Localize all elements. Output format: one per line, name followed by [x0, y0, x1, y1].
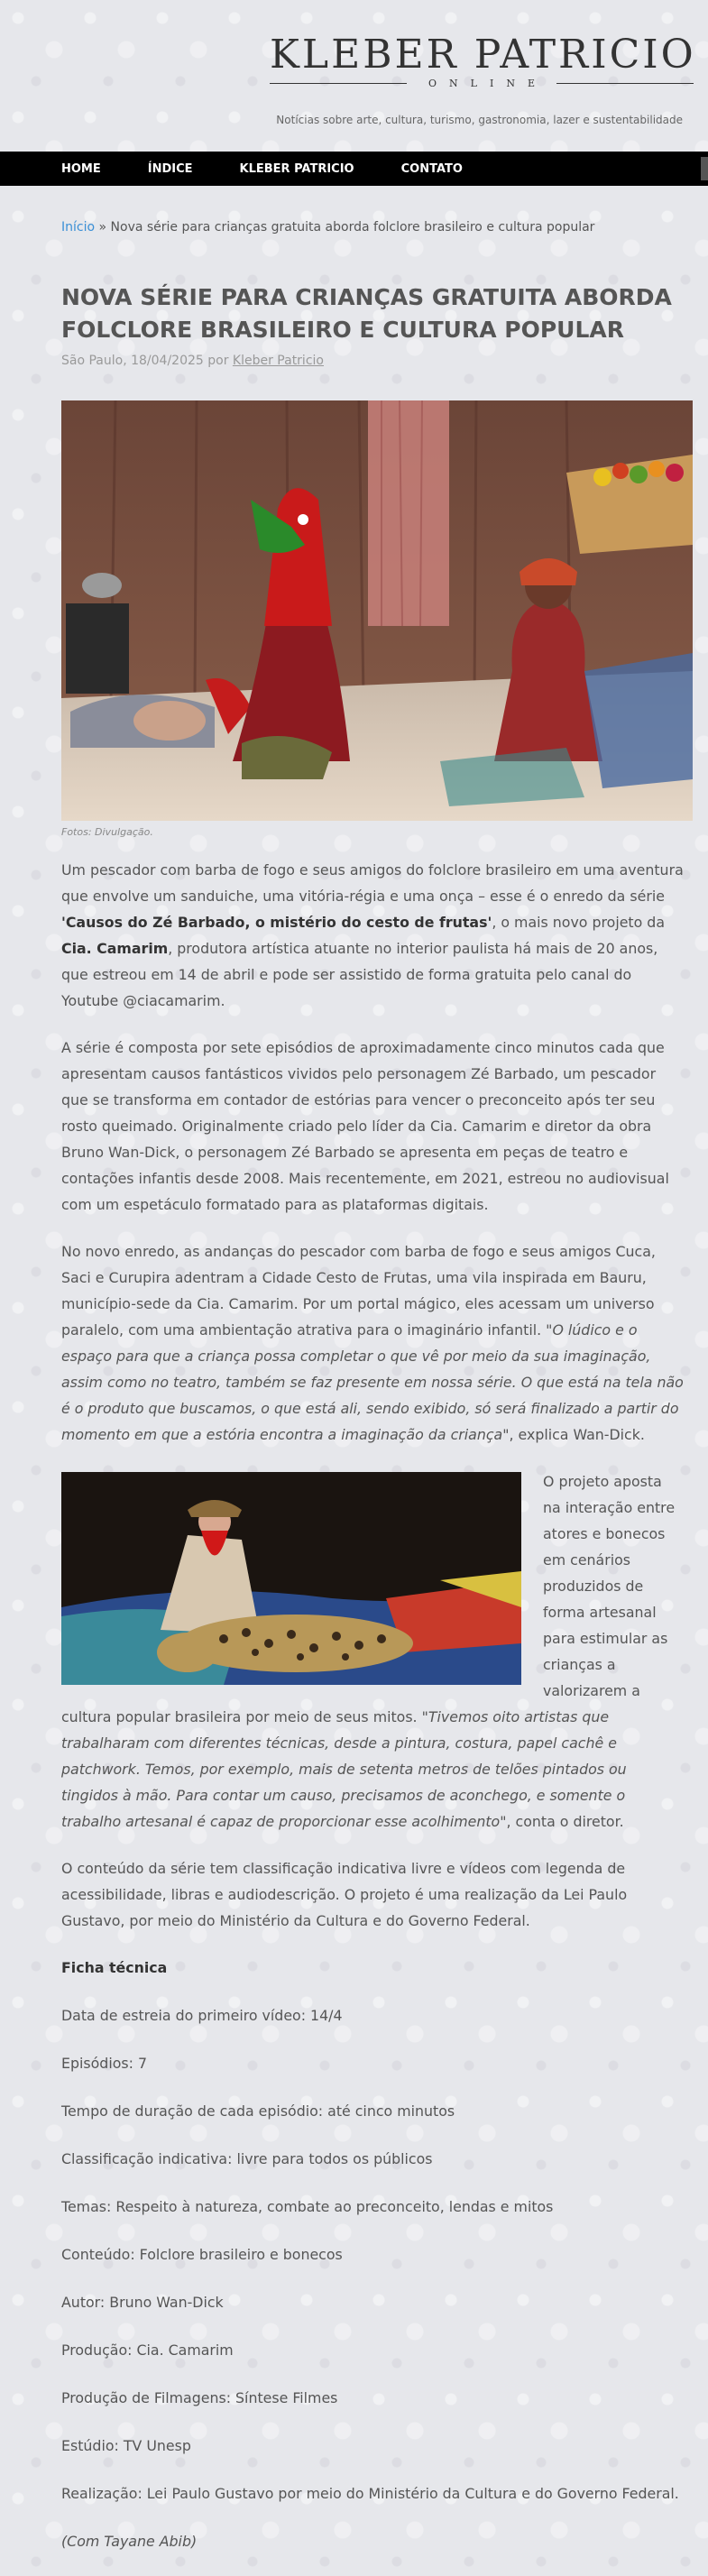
- article-main-image: [61, 400, 693, 821]
- company-name: Cia. Camarim: [61, 940, 169, 957]
- storyteller-jaguar-illustration: [61, 1472, 521, 1685]
- ficha-title: [61, 1955, 684, 1981]
- site-tagline: Notícias sobre arte, cultura, turismo, gastronomia, lazer e sustentabilidade: [276, 114, 683, 126]
- article-inline-image: [61, 1472, 521, 1685]
- paragraph-3: [61, 1238, 684, 1448]
- breadcrumb-current: Nova série para crianças gratuita aborda folclore brasileiro e cultura popular: [110, 220, 595, 235]
- nav-item-indice[interactable]: ÍNDICE: [147, 161, 193, 176]
- nav-item-contato[interactable]: CONTATO: [400, 161, 463, 176]
- nav-item-kleber-patricio[interactable]: KLEBER PATRICIO: [239, 161, 354, 176]
- p3-text-c: , explica Wan-Dick.: [509, 1426, 645, 1443]
- p1-text-c: , o mais novo projeto da: [492, 914, 666, 931]
- p4-text-c: , conta o diretor.: [506, 1813, 624, 1830]
- paragraph-1: [61, 857, 684, 1014]
- site-header: [0, 0, 708, 152]
- ficha-title-text: Ficha técnica: [61, 1959, 168, 1976]
- logo-divider-right: [556, 83, 694, 84]
- article-location-date: São Paulo, 18/04/2025 por: [61, 354, 229, 368]
- article-credit-text: (Com Tayane Abib): [61, 2533, 198, 2550]
- article-credit: [61, 2528, 684, 2554]
- ficha-item: Episódios: 7: [61, 2055, 147, 2072]
- logo-subtitle: ONLINE: [428, 78, 547, 89]
- series-name: 'Causos do Zé Barbado, o mistério do cesto de frutas': [61, 914, 492, 931]
- logo-title: KLEBER PATRICIO: [270, 32, 696, 78]
- p3-text-a: No novo enredo, as andanças do pescador com barba de fogo e seus amigos Cuca, Saci e Curupira adentram a Cidade Cesto de Frutas, uma vila inspirada em Bauru, município-sede da Cia. Camarim. Por um portal mágico, eles acessam um universo paralelo, com uma ambientação atrativa para o imaginário infantil.: [61, 1243, 656, 1339]
- ficha-item: Classificação indicativa: livre para todos os públicos: [61, 2150, 433, 2167]
- ficha-item: Temas: Respeito à natureza, combate ao preconceito, lendas e mitos: [61, 2198, 554, 2215]
- image-caption: Fotos: Divulgação.: [61, 826, 153, 838]
- ficha-item: Produção: Cia. Camarim: [61, 2341, 234, 2359]
- nav-edge-handle[interactable]: [701, 157, 708, 180]
- breadcrumb: [61, 220, 594, 235]
- article-meta: [61, 354, 324, 368]
- author-link[interactable]: Kleber Patricio: [232, 354, 324, 368]
- paragraph-2: A série é composta por sete episódios de aproximadamente cinco minutos cada que apresentam causos fantásticos vividos pelo personagem Zé Barbado, um pescador que se transforma em contador de estórias para vencer o preconceito após ter seu rosto queimado. Originalmente criado pelo líder da Cia. Camarim e diretor da obra Bruno Wan-Dick, o personagem Zé Barbado se apresenta em peças de teatro e contações infantis desde 2008. Mais recentemente, em 2021, estreou no audiovisual com um espetáculo formatado para as plataformas digitais.: [61, 1039, 669, 1213]
- article-content: [61, 857, 684, 2576]
- p3-quote: "O lúdico e o espaço para que a criança possa completar o que vê por meio da sua imaginação, assim como no teatro, também se faz presente em nossa série. O que está na tela não é o produto que buscamos, o que está ali, sendo exibido, só será finalizado a partir do momento em que a estória encontra a imaginação da criança": [61, 1321, 684, 1443]
- ficha-item: Estúdio: TV Unesp: [61, 2437, 191, 2454]
- main-nav: [0, 152, 708, 186]
- p4-text-a: O projeto aposta na interação entre atores e bonecos em cenários produzidos de forma artesanal para estimular as crianças a valorizarem a cultura popular brasileira por meio de seus mitos.: [61, 1473, 676, 1725]
- ficha-item: Realização: Lei Paulo Gustavo por meio do Ministério da Cultura e do Governo Federal.: [61, 2485, 679, 2502]
- puppet-scene-illustration: [61, 400, 693, 821]
- logo-divider-left: [270, 83, 407, 84]
- article-title: NOVA SÉRIE PARA CRIANÇAS GRATUITA ABORDA FOLCLORE BRASILEIRO E CULTURA POPULAR: [61, 284, 672, 343]
- nav-item-home[interactable]: HOME: [61, 161, 101, 176]
- p1-text-e: , produtora artística atuante no interior paulista há mais de 20 anos, que estreou em 14 de abril e pode ser assistido de forma gratuita pelo canal do Youtube @ciacamarim.: [61, 940, 658, 1009]
- ficha-item: Produção de Filmagens: Síntese Filmes: [61, 2389, 338, 2406]
- ficha-item: Tempo de duração de cada episódio: até cinco minutos: [61, 2102, 455, 2120]
- p1-text-a: Um pescador com barba de fogo e seus amigos do folclore brasileiro em uma aventura que envolve um sanduiche, uma vitória-régia e uma onça – esse é o enredo da série: [61, 861, 684, 905]
- site-logo[interactable]: [270, 32, 694, 89]
- ficha-item: Conteúdo: Folclore brasileiro e bonecos: [61, 2246, 343, 2263]
- ficha-item: Autor: Bruno Wan-Dick: [61, 2294, 224, 2311]
- breadcrumb-home-link[interactable]: Início: [61, 220, 96, 235]
- paragraph-5: O conteúdo da série tem classificação indicativa livre e vídeos com legenda de acessibilidade, libras e audiodescrição. O projeto é uma realização da Lei Paulo Gustavo, por meio do Ministério da Cultura e do Governo Federal.: [61, 1860, 628, 1929]
- breadcrumb-separator: »: [98, 220, 107, 235]
- ficha-item: Data de estreia do primeiro vídeo: 14/4: [61, 2007, 343, 2024]
- logo-subtitle-row: [270, 78, 694, 89]
- p4-quote: "Tivemos oito artistas que trabalharam com diferentes técnicas, desde a pintura, costura, papel cachê e patchwork. Temos, por exemplo, mais de setenta metros de telões pintados ou tingidos à mão. Para contar um causo, precisamos de aconchego, e somente o trabalho artesanal é capaz de proporcionar esse acolhimento": [61, 1708, 627, 1830]
